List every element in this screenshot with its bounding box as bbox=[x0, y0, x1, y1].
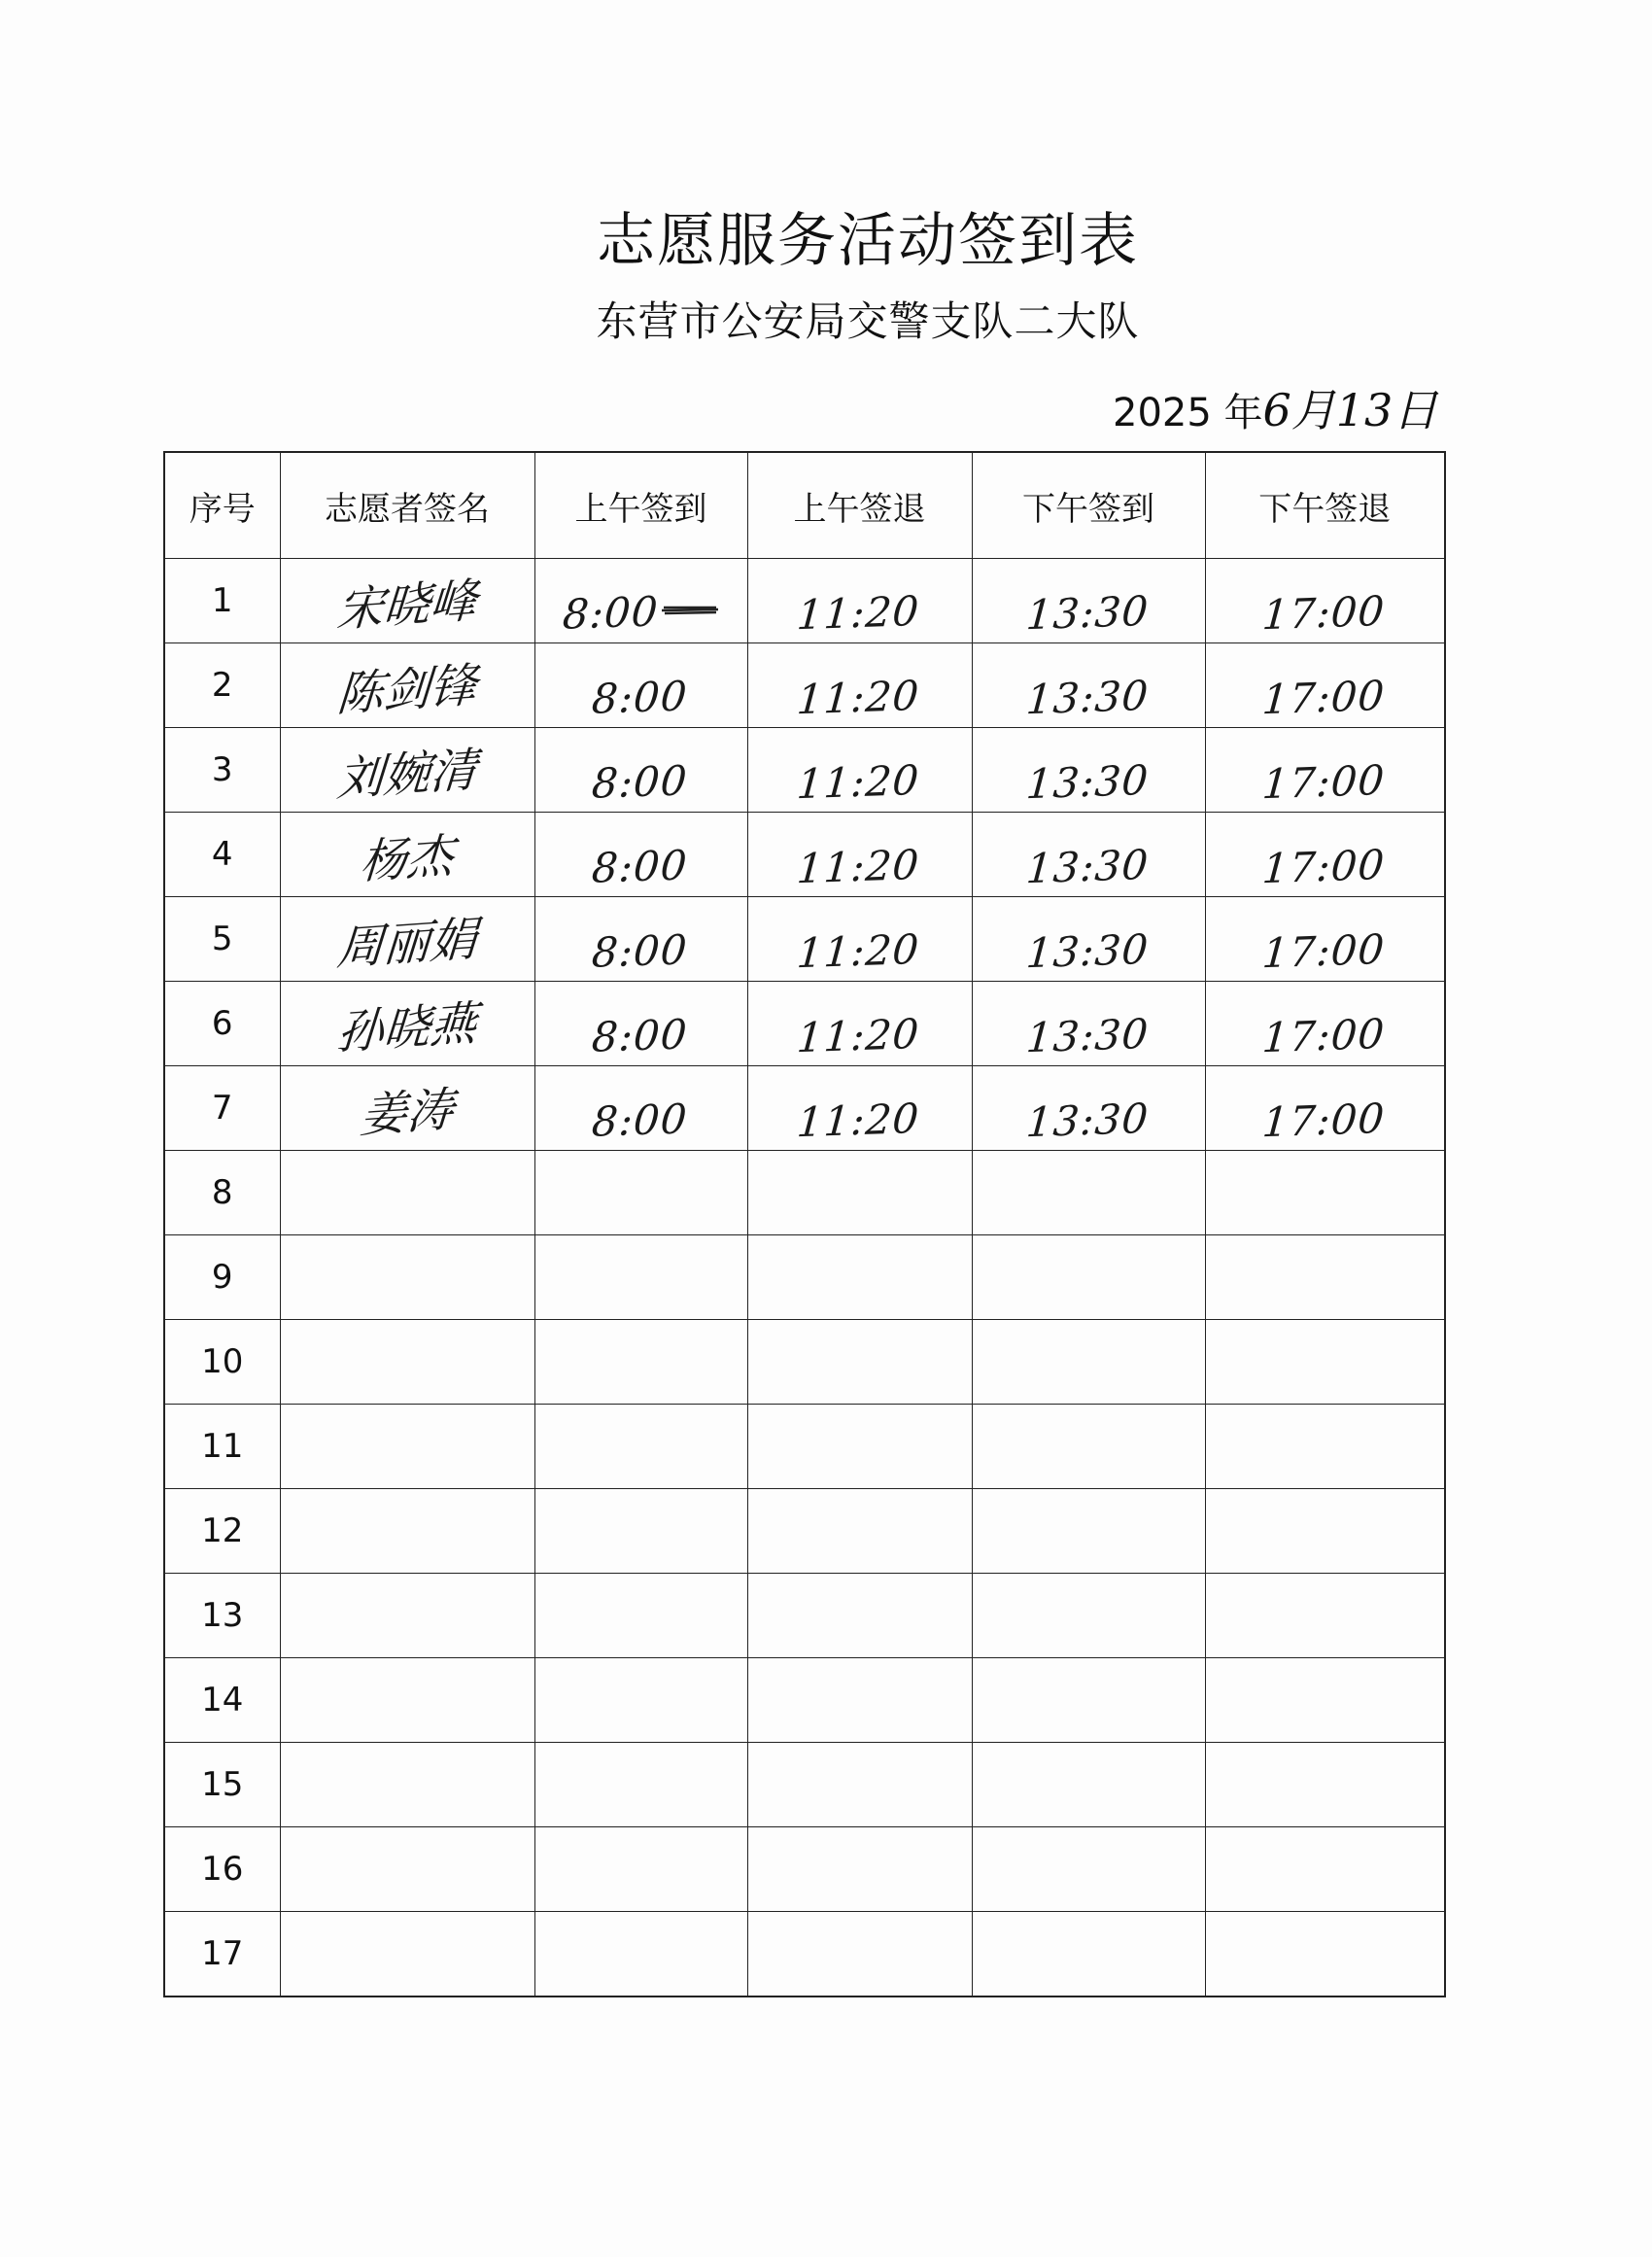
pm-sign-out-cell bbox=[1205, 559, 1445, 643]
table-row bbox=[164, 897, 1445, 982]
pm-sign-in-cell bbox=[972, 1066, 1205, 1151]
pm-sign-in-cell bbox=[972, 813, 1205, 897]
volunteer-signature: 杨杰 bbox=[358, 827, 456, 890]
am-sign-out-cell bbox=[747, 813, 972, 897]
am-sign-in-cell bbox=[534, 982, 747, 1066]
row-index: 17 bbox=[164, 1912, 280, 1997]
table-row bbox=[164, 813, 1445, 897]
pm-sign-in-time: 13:30 bbox=[1024, 1009, 1151, 1061]
am-sign-out-cell bbox=[747, 982, 972, 1066]
pm-sign-out-time: 17:00 bbox=[1260, 1094, 1388, 1146]
header-index: 序号 bbox=[164, 452, 280, 559]
am-sign-out-time: 11:20 bbox=[795, 755, 922, 808]
row-index: 13 bbox=[164, 1574, 280, 1658]
signature-cell bbox=[280, 559, 534, 643]
pm-sign-in-time: 13:30 bbox=[1024, 1094, 1151, 1146]
am-sign-out-cell bbox=[747, 1151, 972, 1235]
am-sign-out-cell bbox=[747, 1912, 972, 1997]
am-sign-out-cell bbox=[747, 897, 972, 982]
signature-cell bbox=[280, 1405, 534, 1489]
signature-cell bbox=[280, 1235, 534, 1320]
am-sign-out-time: 11:20 bbox=[795, 1009, 922, 1061]
table-row bbox=[164, 1912, 1445, 1997]
table-row bbox=[164, 559, 1445, 643]
pm-sign-out-cell bbox=[1205, 897, 1445, 982]
row-index: 2 bbox=[164, 643, 280, 728]
pm-sign-out-cell bbox=[1205, 1151, 1445, 1235]
pm-sign-out-cell bbox=[1205, 1320, 1445, 1405]
header-volunteer-signature: 志愿者签名 bbox=[280, 452, 534, 559]
pm-sign-in-cell bbox=[972, 1912, 1205, 1997]
date-line bbox=[1113, 375, 1437, 439]
page-subtitle: 东营市公安局交警支队二大队 bbox=[596, 297, 1140, 345]
pm-sign-in-time: 13:30 bbox=[1024, 671, 1151, 723]
signature-cell bbox=[280, 1066, 534, 1151]
pm-sign-out-cell bbox=[1205, 1827, 1445, 1912]
row-index: 14 bbox=[164, 1658, 280, 1743]
pm-sign-in-cell bbox=[972, 643, 1205, 728]
am-sign-in-cell bbox=[534, 1827, 747, 1912]
am-sign-out-cell bbox=[747, 1405, 972, 1489]
pm-sign-out-time: 17:00 bbox=[1260, 1009, 1388, 1061]
signature-cell bbox=[280, 643, 534, 728]
row-index: 15 bbox=[164, 1743, 280, 1827]
header-am-sign-in: 上午签到 bbox=[534, 452, 747, 559]
table-row bbox=[164, 982, 1445, 1066]
am-sign-in-time: 8:00 bbox=[590, 1094, 690, 1146]
table-row bbox=[164, 1405, 1445, 1489]
am-sign-in-cell bbox=[534, 1743, 747, 1827]
am-sign-in-cell bbox=[534, 1912, 747, 1997]
date-handwritten: 6月13日 bbox=[1262, 384, 1438, 436]
am-sign-out-time: 11:20 bbox=[795, 924, 922, 977]
pm-sign-out-time: 17:00 bbox=[1260, 924, 1388, 977]
signature-cell bbox=[280, 813, 534, 897]
am-sign-in-cell bbox=[534, 643, 747, 728]
pm-sign-out-cell bbox=[1205, 982, 1445, 1066]
am-sign-in-time: 8:00 bbox=[590, 1009, 690, 1061]
am-sign-out-cell bbox=[747, 1827, 972, 1912]
date-year: 2025 bbox=[1113, 391, 1212, 435]
pm-sign-in-cell bbox=[972, 1151, 1205, 1235]
am-sign-out-cell bbox=[747, 1489, 972, 1574]
pm-sign-in-cell bbox=[972, 559, 1205, 643]
pm-sign-in-time: 13:30 bbox=[1024, 586, 1151, 639]
am-sign-out-cell bbox=[747, 1574, 972, 1658]
signature-cell bbox=[280, 897, 534, 982]
table-row bbox=[164, 1489, 1445, 1574]
table-header-row bbox=[164, 452, 1445, 559]
volunteer-signature: 孙晓燕 bbox=[334, 995, 479, 1060]
table-row bbox=[164, 1235, 1445, 1320]
scribble-strikeout-icon bbox=[662, 606, 718, 615]
row-index: 5 bbox=[164, 897, 280, 982]
row-index: 9 bbox=[164, 1235, 280, 1320]
signature-cell bbox=[280, 1912, 534, 1997]
am-sign-out-cell bbox=[747, 1320, 972, 1405]
header-pm-sign-in: 下午签到 bbox=[972, 452, 1205, 559]
row-index: 16 bbox=[164, 1827, 280, 1912]
pm-sign-out-time: 17:00 bbox=[1260, 840, 1388, 892]
am-sign-out-time: 11:20 bbox=[795, 840, 922, 892]
signature-cell bbox=[280, 1827, 534, 1912]
am-sign-out-cell bbox=[747, 1235, 972, 1320]
am-sign-out-cell bbox=[747, 559, 972, 643]
am-sign-out-cell bbox=[747, 1066, 972, 1151]
sign-in-table bbox=[163, 451, 1446, 1997]
row-index: 11 bbox=[164, 1405, 280, 1489]
am-sign-in-cell bbox=[534, 559, 747, 643]
header-pm-sign-out: 下午签退 bbox=[1205, 452, 1445, 559]
pm-sign-out-time: 17:00 bbox=[1260, 586, 1388, 639]
pm-sign-in-cell bbox=[972, 728, 1205, 813]
table-row bbox=[164, 1658, 1445, 1743]
table-row bbox=[164, 1151, 1445, 1235]
table-row bbox=[164, 1320, 1445, 1405]
pm-sign-in-cell bbox=[972, 1658, 1205, 1743]
pm-sign-in-cell bbox=[972, 1743, 1205, 1827]
pm-sign-out-cell bbox=[1205, 643, 1445, 728]
signature-cell bbox=[280, 1658, 534, 1743]
pm-sign-out-cell bbox=[1205, 1066, 1445, 1151]
am-sign-in-cell bbox=[534, 897, 747, 982]
row-index: 6 bbox=[164, 982, 280, 1066]
am-sign-in-cell bbox=[534, 813, 747, 897]
am-sign-in-cell bbox=[534, 1320, 747, 1405]
pm-sign-out-cell bbox=[1205, 1743, 1445, 1827]
pm-sign-in-cell bbox=[972, 1235, 1205, 1320]
am-sign-in-time: 8:00 bbox=[561, 586, 661, 639]
am-sign-out-cell bbox=[747, 728, 972, 813]
pm-sign-out-cell bbox=[1205, 1574, 1445, 1658]
volunteer-signature: 刘婉清 bbox=[334, 742, 479, 807]
am-sign-out-time: 11:20 bbox=[795, 586, 922, 639]
row-index: 3 bbox=[164, 728, 280, 813]
am-sign-out-time: 11:20 bbox=[795, 671, 922, 723]
pm-sign-in-cell bbox=[972, 1827, 1205, 1912]
am-sign-out-cell bbox=[747, 1743, 972, 1827]
pm-sign-in-time: 13:30 bbox=[1024, 840, 1151, 892]
pm-sign-out-time: 17:00 bbox=[1260, 671, 1388, 723]
am-sign-out-cell bbox=[747, 1658, 972, 1743]
am-sign-out-time: 11:20 bbox=[795, 1094, 922, 1146]
table-row bbox=[164, 1743, 1445, 1827]
table-row bbox=[164, 1066, 1445, 1151]
table-row bbox=[164, 1574, 1445, 1658]
pm-sign-out-time: 17:00 bbox=[1260, 755, 1388, 808]
pm-sign-out-cell bbox=[1205, 1405, 1445, 1489]
pm-sign-in-cell bbox=[972, 1489, 1205, 1574]
volunteer-signature: 周丽娟 bbox=[334, 911, 479, 976]
row-index: 10 bbox=[164, 1320, 280, 1405]
pm-sign-in-cell bbox=[972, 1320, 1205, 1405]
table-row bbox=[164, 643, 1445, 728]
am-sign-in-time: 8:00 bbox=[590, 755, 690, 808]
page-title: 志愿服务活动签到表 bbox=[597, 207, 1139, 275]
signature-cell bbox=[280, 728, 534, 813]
am-sign-in-cell bbox=[534, 1574, 747, 1658]
am-sign-in-cell bbox=[534, 1658, 747, 1743]
am-sign-in-time: 8:00 bbox=[590, 924, 690, 977]
volunteer-signature: 姜涛 bbox=[358, 1081, 456, 1144]
row-index: 4 bbox=[164, 813, 280, 897]
signature-cell bbox=[280, 1574, 534, 1658]
am-sign-out-cell bbox=[747, 643, 972, 728]
pm-sign-in-cell bbox=[972, 1405, 1205, 1489]
row-index: 1 bbox=[164, 559, 280, 643]
signature-cell bbox=[280, 1489, 534, 1574]
row-index: 12 bbox=[164, 1489, 280, 1574]
pm-sign-out-cell bbox=[1205, 1235, 1445, 1320]
signature-cell bbox=[280, 1743, 534, 1827]
pm-sign-out-cell bbox=[1205, 813, 1445, 897]
signature-cell bbox=[280, 982, 534, 1066]
pm-sign-in-cell bbox=[972, 1574, 1205, 1658]
volunteer-signature: 宋晓峰 bbox=[334, 573, 479, 638]
date-year-char: 年 bbox=[1223, 391, 1263, 435]
signature-cell bbox=[280, 1151, 534, 1235]
am-sign-in-cell bbox=[534, 1489, 747, 1574]
pm-sign-out-cell bbox=[1205, 1658, 1445, 1743]
pm-sign-out-cell bbox=[1205, 1489, 1445, 1574]
am-sign-in-cell bbox=[534, 1405, 747, 1489]
pm-sign-in-time: 13:30 bbox=[1024, 924, 1151, 977]
volunteer-signature: 陈剑锋 bbox=[334, 657, 479, 722]
am-sign-in-cell bbox=[534, 728, 747, 813]
row-index: 8 bbox=[164, 1151, 280, 1235]
pm-sign-out-cell bbox=[1205, 728, 1445, 813]
pm-sign-in-cell bbox=[972, 982, 1205, 1066]
row-index: 7 bbox=[164, 1066, 280, 1151]
pm-sign-in-cell bbox=[972, 897, 1205, 982]
am-sign-in-cell bbox=[534, 1235, 747, 1320]
am-sign-in-cell bbox=[534, 1151, 747, 1235]
am-sign-in-cell bbox=[534, 1066, 747, 1151]
signature-cell bbox=[280, 1320, 534, 1405]
pm-sign-in-time: 13:30 bbox=[1024, 755, 1151, 808]
am-sign-in-time: 8:00 bbox=[590, 671, 690, 723]
header-am-sign-out: 上午签退 bbox=[747, 452, 972, 559]
am-sign-in-time: 8:00 bbox=[590, 840, 690, 892]
table-row bbox=[164, 728, 1445, 813]
pm-sign-out-cell bbox=[1205, 1912, 1445, 1997]
table-row bbox=[164, 1827, 1445, 1912]
